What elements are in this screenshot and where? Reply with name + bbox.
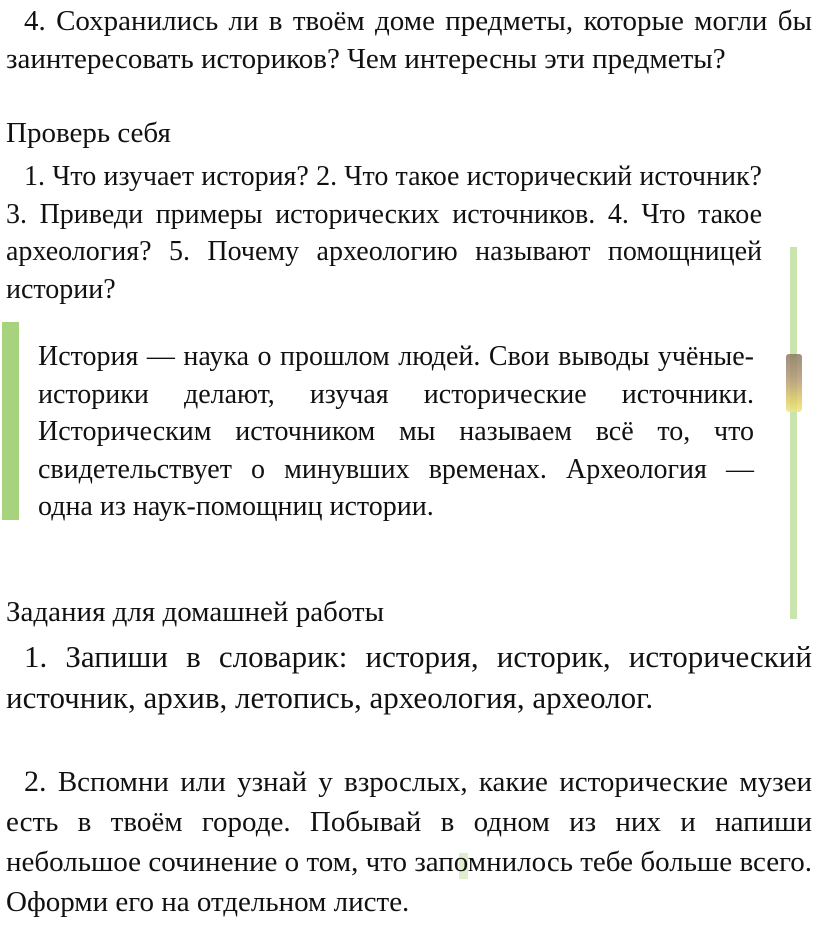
homework-task-2 bbox=[6, 762, 812, 922]
homework-task-1: 1. Запиши в словарик: история, историк, исторический источник, архив, летопись, археология, археолог. bbox=[6, 639, 812, 715]
illustration-fragment bbox=[786, 354, 802, 412]
task-2-text: Вспомни или узнай у взрослых, какие исторические музеи есть в твоём городе. Побывай в одном из них и напиши небольшое сочинение о том, что запомнилось тебе больше всего. Оформи его на отдельном листе. bbox=[6, 766, 812, 918]
task-2-number: 2. bbox=[24, 765, 47, 798]
question-4: 4. Сохранились ли в твоём доме предметы, которые могли бы заинтересовать историков? Чем интересны эти предметы? bbox=[6, 5, 812, 75]
homework-heading: Задания для домашней работы bbox=[6, 596, 385, 628]
check-yourself-heading: Проверь себя bbox=[6, 117, 171, 149]
margin-accent-bar bbox=[790, 247, 797, 619]
check-questions: 1. Что изучает история? 2. Что такое исторический источник? 3. Приведи примеры исторических источников. 4. Что такое археология? 5. Почему археологию называют помощницей истории? bbox=[6, 161, 762, 305]
summary-box: История — наука о прошлом людей. Свои выводы учёные-историки делают, изучая исторические источники. Историческим источником мы называем всё то, что свидетельствует о минувших временах. Археология — одна из наук-помощниц истории. bbox=[38, 341, 754, 522]
summary-accent-bar bbox=[2, 322, 19, 520]
